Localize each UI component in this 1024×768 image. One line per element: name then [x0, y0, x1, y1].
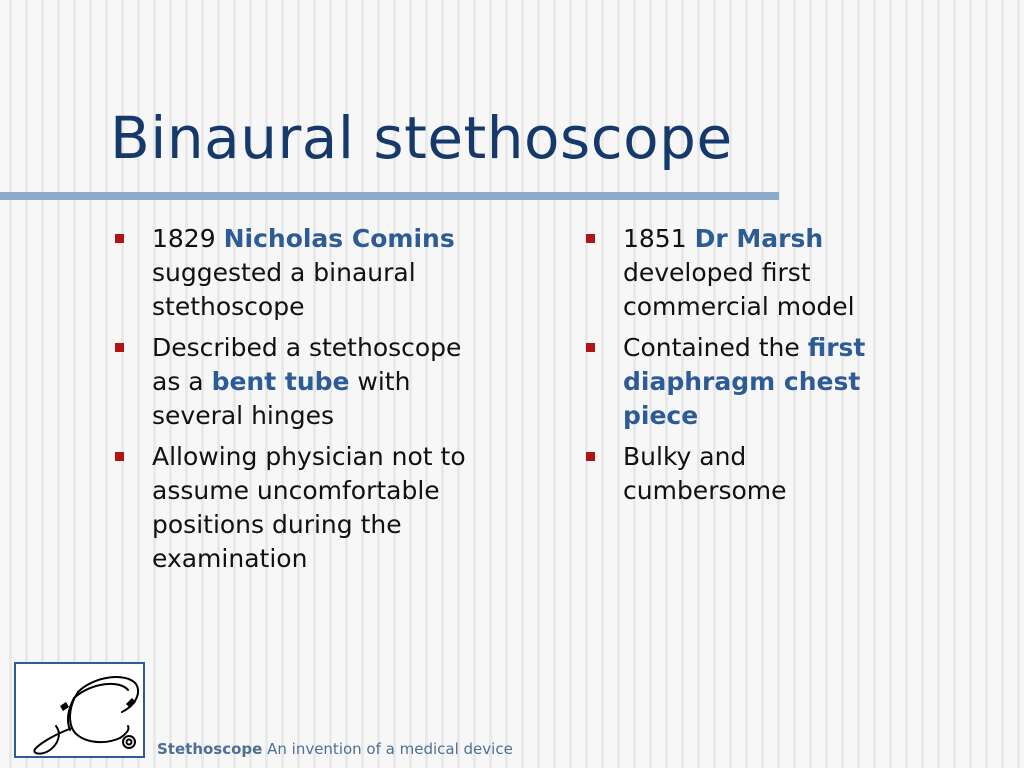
bullet-text-segment: 1851: [623, 224, 695, 253]
bullet-text: [623, 333, 865, 430]
bullet-item: [113, 440, 483, 576]
bullet-text: [623, 224, 855, 321]
bullet-text: [152, 224, 455, 321]
slide-title: Binaural stethoscope: [110, 104, 733, 172]
footer-caption: [157, 740, 513, 758]
bullet-square-icon: [115, 343, 124, 352]
right-bullet-list: [584, 222, 914, 515]
bullet-item: [113, 222, 483, 324]
bullet-item: [584, 222, 914, 324]
bullet-text-segment: Described a stethoscope as a: [152, 333, 462, 396]
bullet-square-icon: [115, 234, 124, 243]
bullet-emphasis: bent tube: [211, 367, 350, 396]
bullet-emphasis: first diaphragm chest piece: [623, 333, 866, 430]
footer-title: Stethoscope: [157, 740, 263, 758]
bullet-text-segment: 1829: [152, 224, 224, 253]
left-bullet-list: [113, 222, 483, 583]
bullet-item: [113, 331, 483, 433]
footer-subtitle: An invention of a medical device: [262, 740, 513, 758]
bullet-text: Bulky and cumbersome: [623, 442, 787, 505]
bullet-text-segment: Contained the: [623, 333, 808, 362]
bullet-square-icon: [586, 452, 595, 461]
bullet-item: [584, 440, 914, 508]
bullet-text: Allowing physician not to assume uncomfortable positions during the examination: [152, 442, 466, 573]
logo: [14, 662, 145, 758]
title-divider: [0, 192, 779, 200]
bullet-text: [152, 333, 461, 430]
bullet-square-icon: [586, 343, 595, 352]
bullet-item: [584, 331, 914, 433]
bullet-text-segment: suggested a binaural stethoscope: [152, 258, 416, 321]
stethoscope-icon: [16, 664, 143, 756]
bullet-text-segment: with several hinges: [152, 367, 411, 430]
bullet-emphasis: Nicholas Comins: [223, 224, 455, 253]
bullet-emphasis: Dr Marsh: [694, 224, 824, 253]
bullet-square-icon: [115, 452, 124, 461]
bullet-square-icon: [586, 234, 595, 243]
bullet-text-segment: developed first commercial model: [623, 258, 855, 321]
